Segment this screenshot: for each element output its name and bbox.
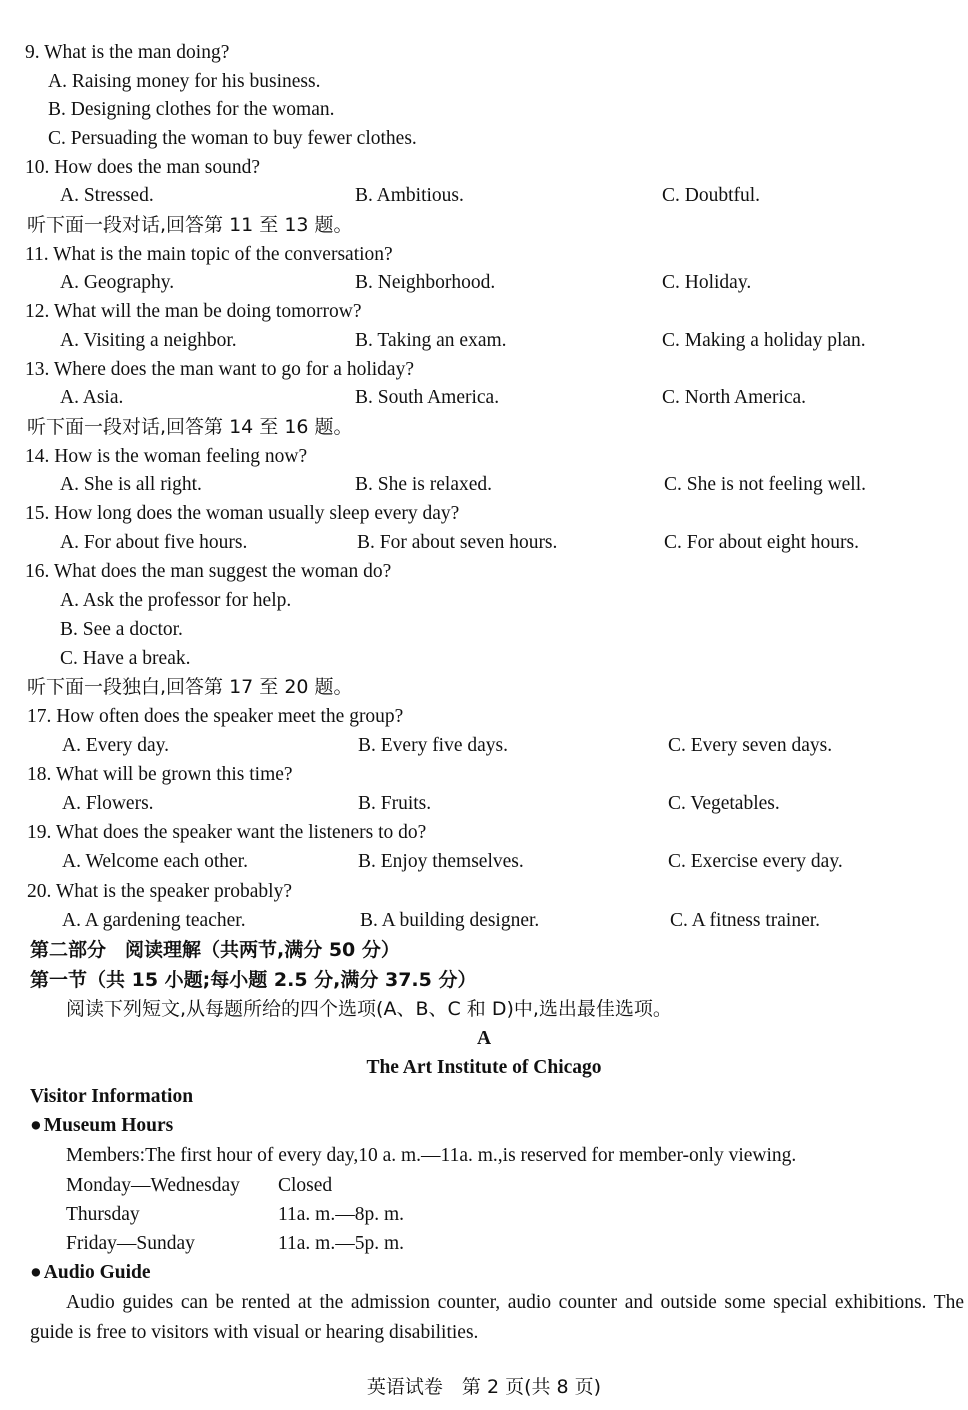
- members-hours-note: Members:The first hour of every day,10 a. m.—11a. m.,is reserved for member-only viewing.: [66, 1145, 797, 1166]
- hours-row-days: Friday—Sunday: [66, 1233, 195, 1254]
- q18-option-a: A. Flowers.: [62, 793, 154, 814]
- hours-row-time: Closed: [278, 1175, 333, 1196]
- q14-option-b: B. She is relaxed.: [355, 474, 493, 495]
- reading-instruction: 阅读下列短文,从每题所给的四个选项(A、B、C 和 D)中,选出最佳选项。: [66, 998, 672, 1020]
- question-19: 19. What does the speaker want the listeners to do?: [27, 822, 427, 843]
- q20-option-a: A. A gardening teacher.: [62, 910, 246, 931]
- question-14: 14. How is the woman feeling now?: [25, 446, 308, 467]
- q18-option-c: C. Vegetables.: [668, 793, 780, 814]
- question-12: 12. What will the man be doing tomorrow?: [25, 301, 362, 322]
- q12-option-a: A. Visiting a neighbor.: [60, 330, 237, 351]
- q12-option-c: C. Making a holiday plan.: [662, 330, 866, 351]
- q20-option-b: B. A building designer.: [360, 910, 540, 931]
- page-footer: 英语试卷 第 2 页(共 8 页): [366, 1376, 602, 1398]
- question-18: 18. What will be grown this time?: [27, 764, 293, 785]
- museum-hours-label: Museum Hours: [43, 1115, 174, 1136]
- question-15: 15. How long does the woman usually sleep every day?: [25, 503, 460, 524]
- q11-option-c: C. Holiday.: [662, 272, 752, 293]
- audio-guide-heading: [30, 1258, 151, 1287]
- section-one-title: 第一节（共 15 小题;每小题 2.5 分,满分 37.5 分）: [30, 969, 477, 991]
- bullet-icon: ●: [30, 1115, 42, 1136]
- q14-option-c: C. She is not feeling well.: [664, 474, 867, 495]
- q13-option-a: A. Asia.: [60, 387, 124, 408]
- audio-guide-label: Audio Guide: [43, 1262, 151, 1283]
- q9-option-c: C. Persuading the woman to buy fewer clothes.: [48, 128, 417, 149]
- question-13: 13. Where does the man want to go for a holiday?: [25, 359, 414, 380]
- part-two-title: 第二部分 阅读理解（共两节,满分 50 分）: [30, 939, 400, 961]
- museum-hours-heading: [30, 1111, 173, 1140]
- question-17: 17. How often does the speaker meet the group?: [27, 706, 404, 727]
- question-9: 9. What is the man doing?: [25, 42, 230, 63]
- hours-row-time: 11a. m.—5p. m.: [278, 1233, 405, 1254]
- q18-option-b: B. Fruits.: [358, 793, 432, 814]
- q17-option-c: C. Every seven days.: [668, 735, 833, 756]
- audio-guide-paragraph: [30, 1288, 964, 1347]
- hours-row-days: Monday—Wednesday: [66, 1175, 240, 1196]
- question-16: 16. What does the man suggest the woman do?: [25, 561, 392, 582]
- q20-option-c: C. A fitness trainer.: [670, 910, 821, 931]
- q9-option-a: A. Raising money for his business.: [48, 71, 321, 92]
- q12-option-b: B. Taking an exam.: [355, 330, 507, 351]
- q17-option-a: A. Every day.: [62, 735, 170, 756]
- q13-option-b: B. South America.: [355, 387, 500, 408]
- hours-row-days: Thursday: [66, 1204, 140, 1225]
- q10-option-b: B. Ambitious.: [355, 185, 464, 206]
- bullet-icon: ●: [30, 1262, 42, 1283]
- question-20: 20. What is the speaker probably?: [27, 881, 292, 902]
- q19-option-b: B. Enjoy themselves.: [358, 851, 524, 872]
- instruction-17-20: 听下面一段独白,回答第 17 至 20 题。: [27, 676, 353, 698]
- q15-option-a: A. For about five hours.: [60, 532, 248, 553]
- q16-option-a: A. Ask the professor for help.: [60, 590, 292, 611]
- visitor-information-heading: Visitor Information: [30, 1086, 194, 1107]
- q14-option-a: A. She is all right.: [60, 474, 202, 495]
- q19-option-c: C. Exercise every day.: [668, 851, 843, 872]
- audio-guide-text: Audio guides can be rented at the admission counter, audio counter and outside some special exhibitions. The guide is free to visitors with visual or hearing disabilities.: [30, 1292, 964, 1343]
- q11-option-a: A. Geography.: [60, 272, 175, 293]
- q15-option-b: B. For about seven hours.: [357, 532, 558, 553]
- instruction-14-16: 听下面一段对话,回答第 14 至 16 题。: [27, 416, 353, 438]
- q17-option-b: B. Every five days.: [358, 735, 509, 756]
- hours-row-time: 11a. m.—8p. m.: [278, 1204, 405, 1225]
- q19-option-a: A. Welcome each other.: [62, 851, 248, 872]
- passage-title: The Art Institute of Chicago: [366, 1057, 602, 1078]
- question-10: 10. How does the man sound?: [25, 157, 261, 178]
- q9-option-b: B. Designing clothes for the woman.: [48, 99, 335, 120]
- instruction-11-13: 听下面一段对话,回答第 11 至 13 题。: [27, 214, 353, 236]
- q13-option-c: C. North America.: [662, 387, 807, 408]
- q16-option-b: B. See a doctor.: [60, 619, 183, 640]
- q15-option-c: C. For about eight hours.: [664, 532, 859, 553]
- q10-option-c: C. Doubtful.: [662, 185, 761, 206]
- q11-option-b: B. Neighborhood.: [355, 272, 496, 293]
- question-11: 11. What is the main topic of the conversation?: [25, 244, 393, 265]
- q16-option-c: C. Have a break.: [60, 648, 191, 669]
- passage-letter: A: [476, 1028, 492, 1049]
- q10-option-a: A. Stressed.: [60, 185, 154, 206]
